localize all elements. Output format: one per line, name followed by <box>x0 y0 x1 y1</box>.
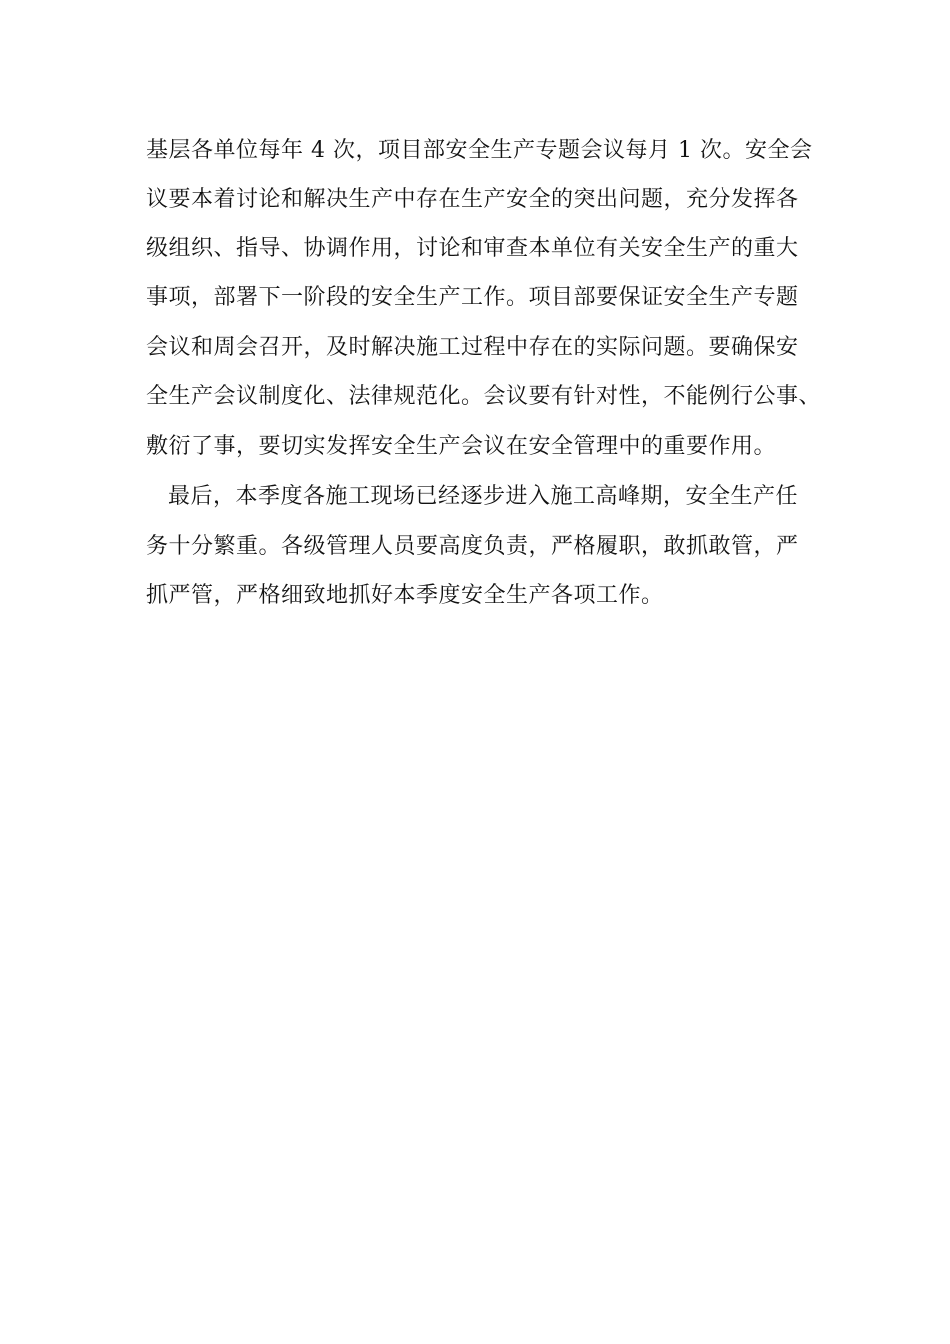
paragraph-1-line-5: 会议和周会召开，及时解决施工过程中存在的实际问题。要确保安 <box>146 335 799 360</box>
paragraph-1-line-2: 议要本着讨论和解决生产中存在生产安全的突出问题，充分发挥各 <box>146 187 799 212</box>
paragraph-2-line-2: 务十分繁重。各级管理人员要高度负责，严格履职，敢抓敢管，严 <box>146 534 799 559</box>
paragraph-1-line-1: 基层各单位每年 4 次，项目部安全生产专题会议每月 1 次。安全会 <box>146 138 813 163</box>
paragraph-2-line-1: 最后，本季度各施工现场已经逐步进入施工高峰期，安全生产任 <box>168 484 799 509</box>
paragraph-2-line-3: 抓严管，严格细致地抓好本季度安全生产各项工作。 <box>146 583 664 608</box>
paragraph-1-line-7: 敷衍了事，要切实发挥安全生产会议在安全管理中的重要作用。 <box>146 434 777 459</box>
paragraph-1-line-4: 事项，部署下一阶段的安全生产工作。项目部要保证安全生产专题 <box>146 285 799 310</box>
paragraph-1-line-6: 全生产会议制度化、法律规范化。会议要有针对性，不能例行公事、 <box>146 384 822 409</box>
paragraph-1-line-3: 级组织、指导、协调作用，讨论和审查本单位有关安全生产的重大 <box>146 236 799 261</box>
